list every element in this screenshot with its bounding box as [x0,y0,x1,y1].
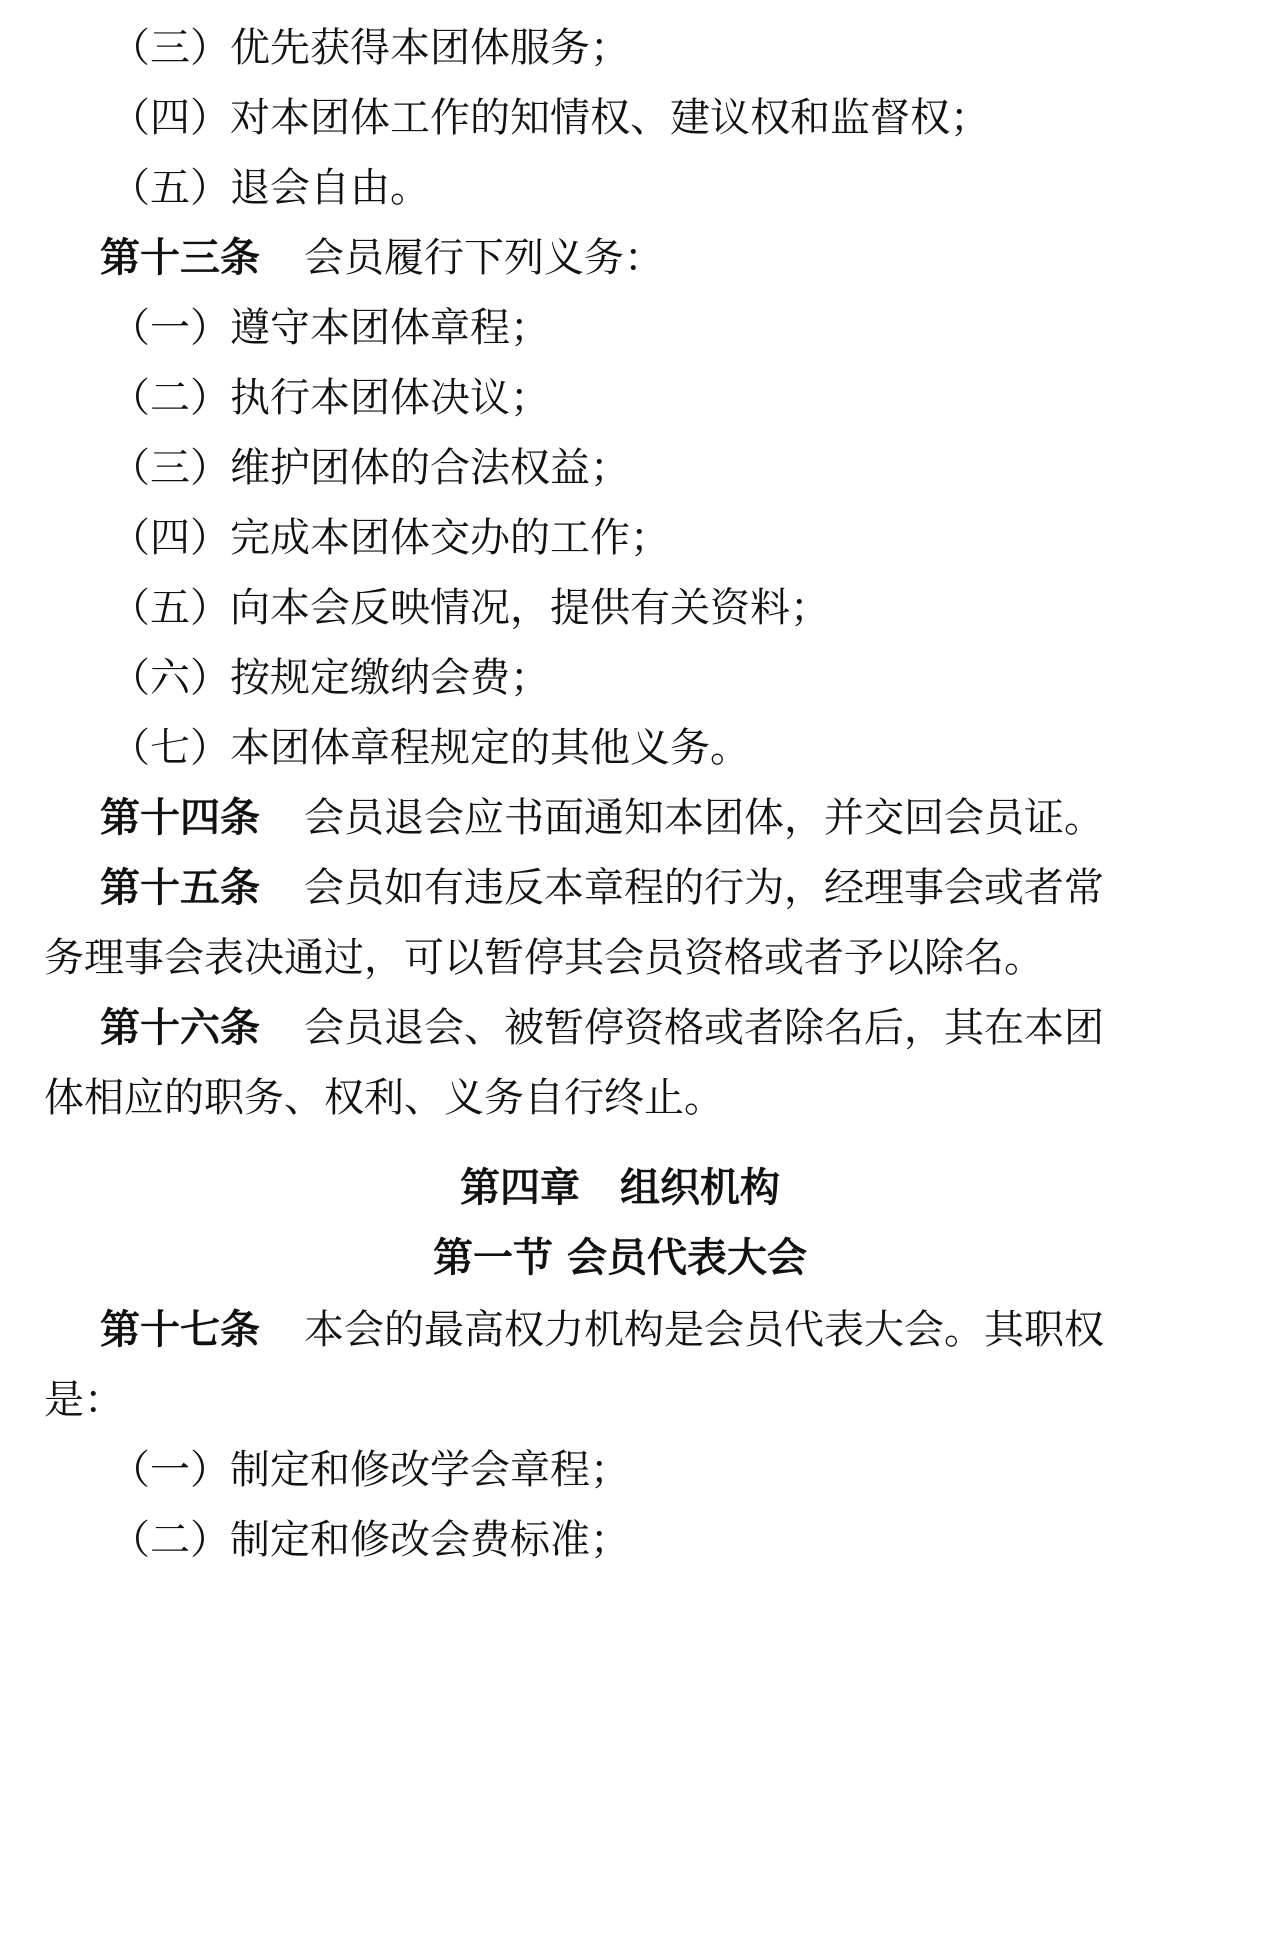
list-item: （二）执行本团体决议； [110,375,550,421]
article-label: 第十七条 [100,1307,260,1353]
list-item: （三）维护团体的合法权益； [110,445,630,491]
article-text: 会员履行下列义务： [304,235,664,281]
article-label: 第十三条 [100,235,260,281]
article-17 [100,1306,1104,1354]
list-item: （七）本团体章程规定的其他义务。 [110,725,750,771]
list-item: （六）按规定缴纳会费； [110,655,550,701]
list-item: （三）优先获得本团体服务； [110,25,630,71]
article-15 [100,864,1104,912]
article-15-continuation: 务理事会表决通过，可以暂停其会员资格或者予以除名。 [44,935,1044,981]
chapter-title: 第四章 组织机构 [460,1165,780,1211]
article-label: 第十四条 [100,795,260,841]
article-label: 第十五条 [100,865,260,911]
article-17-continuation: 是： [44,1377,124,1423]
article-16-continuation: 体相应的职务、权利、义务自行终止。 [44,1075,724,1121]
list-item: （五）向本会反映情况，提供有关资料； [110,585,830,631]
list-item: （一）制定和修改学会章程； [110,1447,630,1493]
list-item: （四）对本团体工作的知情权、建议权和监督权； [110,95,990,141]
article-text: 会员退会应书面通知本团体，并交回会员证。 [304,795,1104,841]
article-16 [100,1004,1104,1052]
section-title: 第一节 会员代表大会 [433,1235,807,1281]
article-text: 会员如有违反本章程的行为，经理事会或者常 [304,865,1104,911]
list-item: （四）完成本团体交办的工作； [110,515,670,561]
article-text: 会员退会、被暂停资格或者除名后，其在本团 [304,1005,1104,1051]
article-label: 第十六条 [100,1005,260,1051]
article-13 [100,234,664,282]
list-item: （五）退会自由。 [110,165,430,211]
article-text: 本会的最高权力机构是会员代表大会。其职权 [304,1307,1104,1353]
list-item: （二）制定和修改会费标准； [110,1517,630,1563]
article-14 [100,794,1104,842]
list-item: （一）遵守本团体章程； [110,305,550,351]
